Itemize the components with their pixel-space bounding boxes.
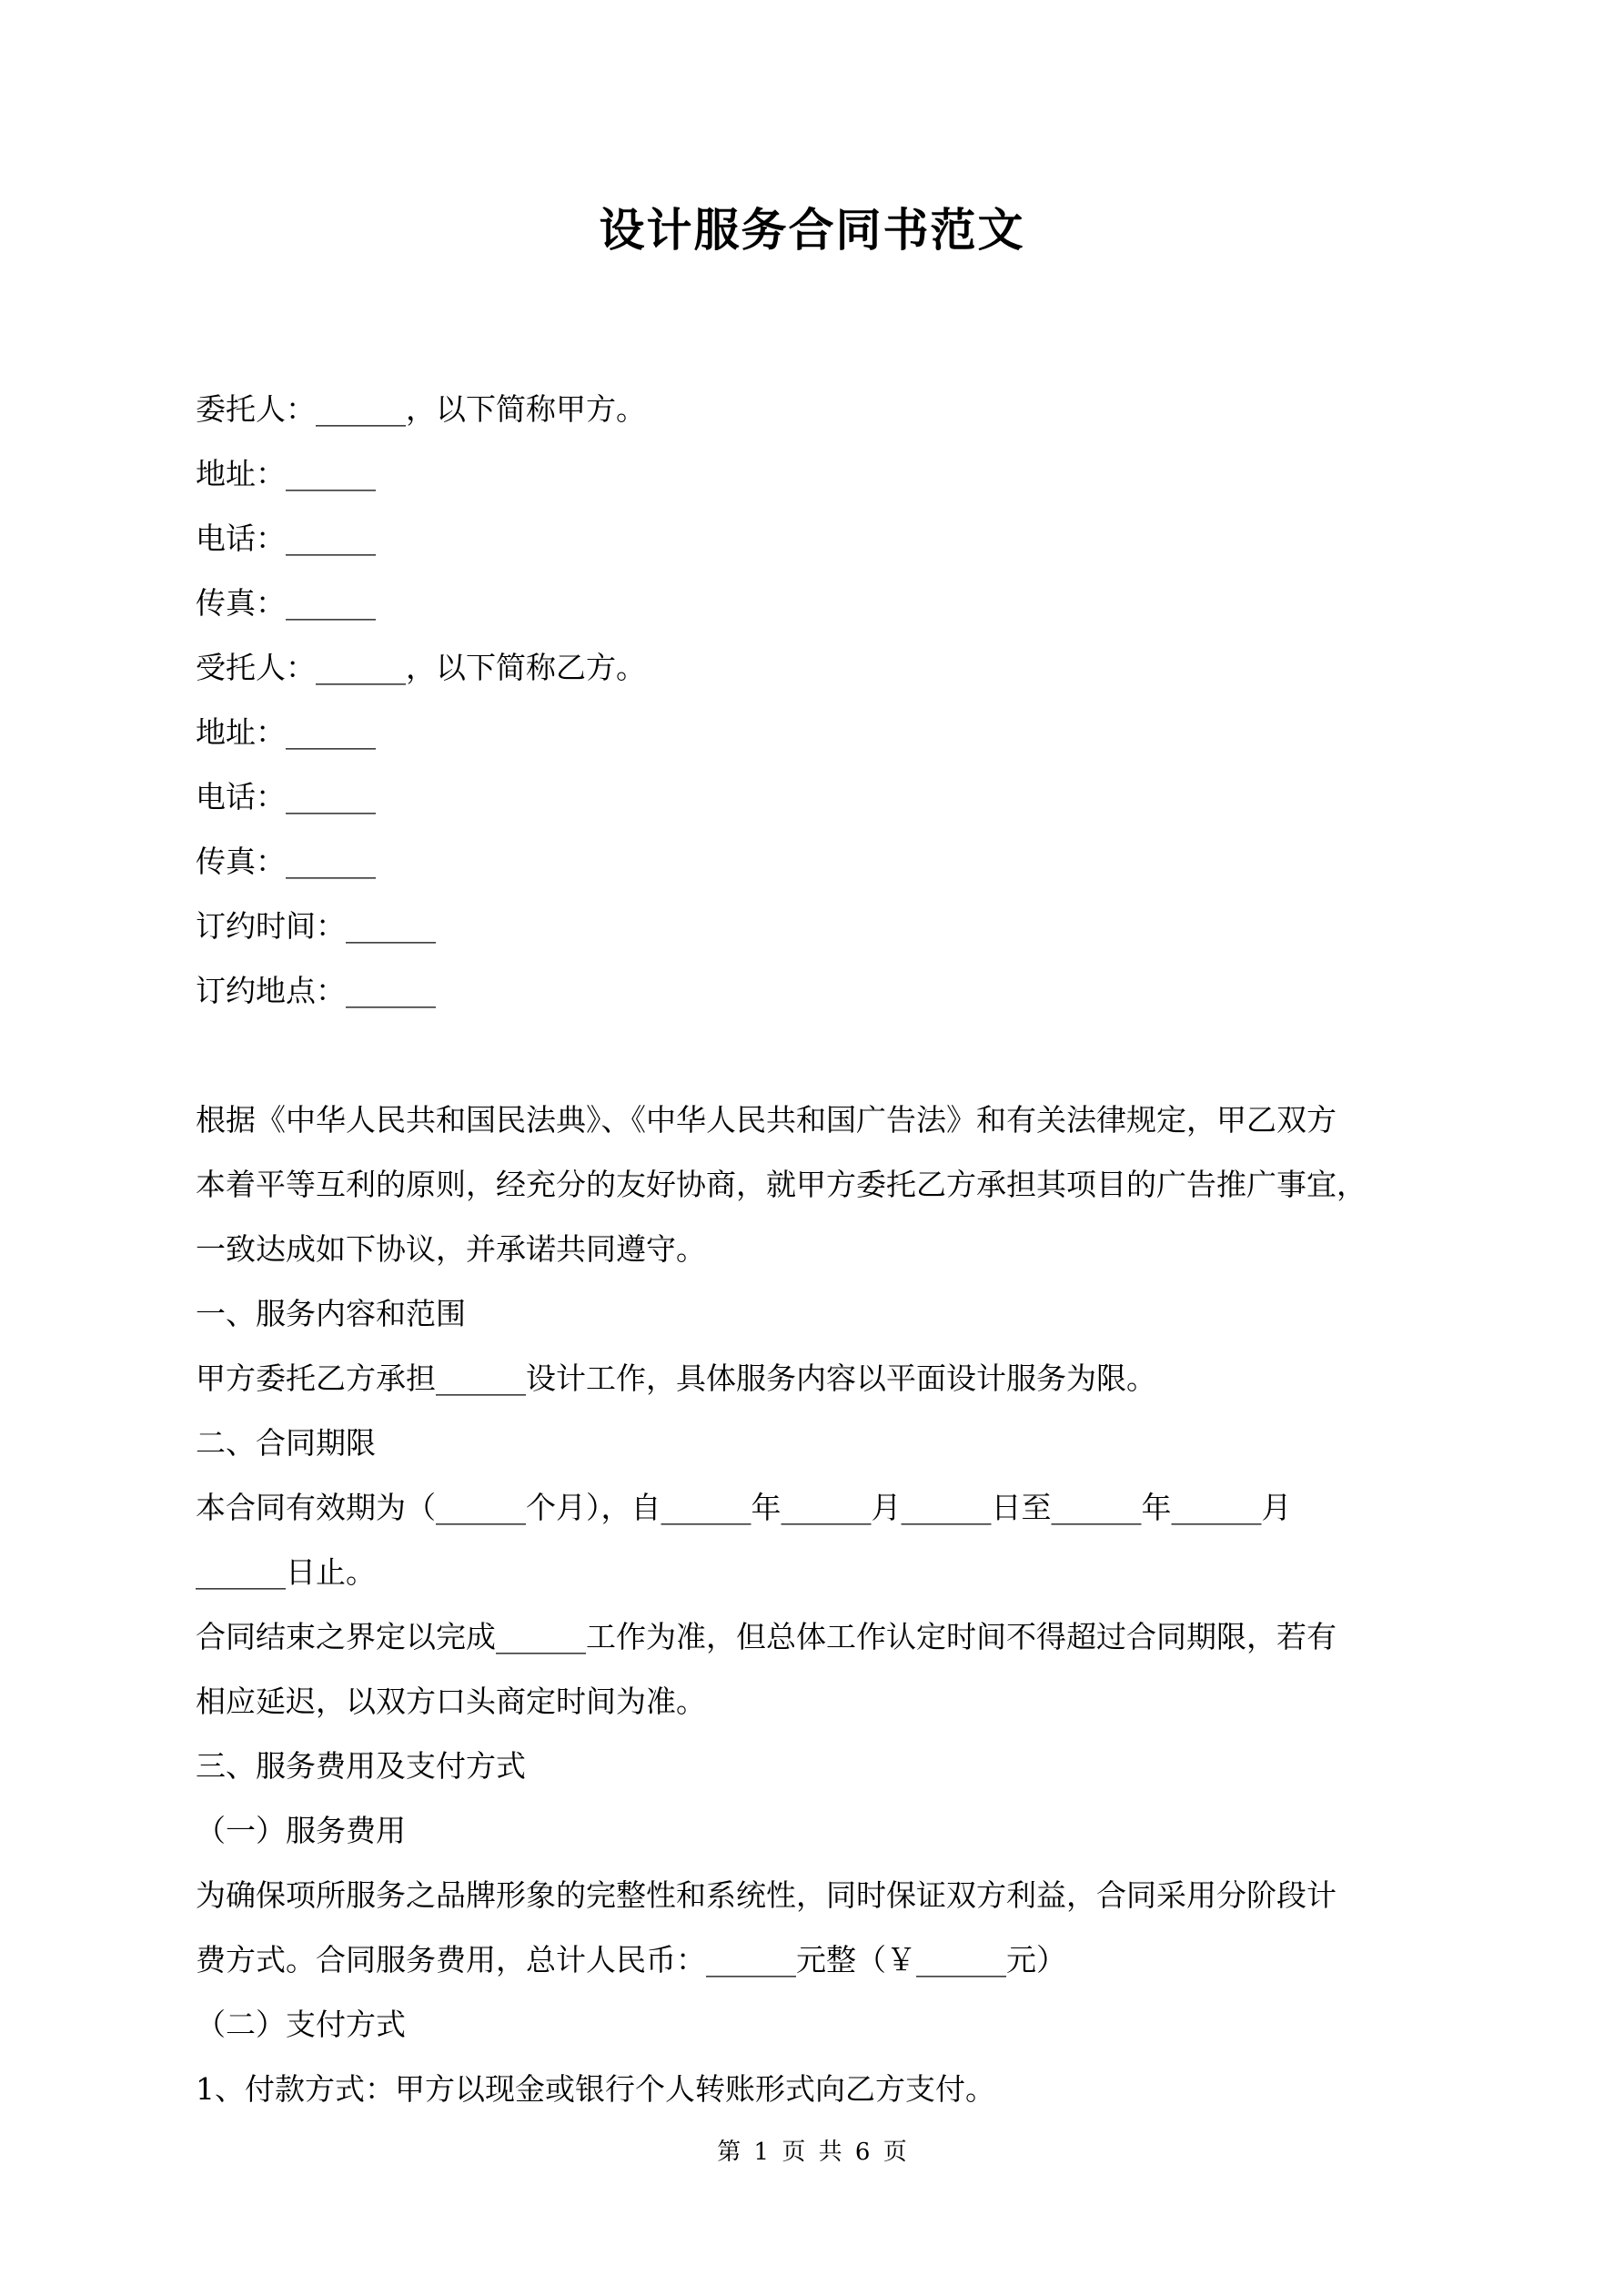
contractor-phone-line: 电话：______ <box>196 779 376 814</box>
party-info <box>196 377 1437 1023</box>
contractor-address-line: 地址：______ <box>196 714 376 750</box>
contract-place-line: 订约地点：______ <box>196 973 436 1008</box>
body-line: 一致达成如下协议，并承诺共同遵守。 <box>196 1231 706 1267</box>
body-line: 为确保项所服务之品牌形象的完整性和系统性，同时保证双方利益，合同采用分阶段计 <box>196 1877 1337 1913</box>
section-heading: 三、服务费用及支付方式 <box>196 1748 526 1784</box>
document-title: 设计服务合同书范文 <box>599 203 1025 257</box>
body-line: 本着平等互利的原则，经充分的友好协商，就甲方委托乙方承担其项目的广告推广事宜， <box>196 1167 1367 1202</box>
page-number: 第 1 页 共 6 页 <box>717 2139 907 2166</box>
contract-date-line: 订约时间：______ <box>196 908 436 944</box>
client-line: 委托人：______，以下简称甲方。 <box>196 391 646 427</box>
contractor-fax-line: 传真：______ <box>196 844 376 879</box>
section-spacer <box>196 1023 1437 1087</box>
body-line: 本合同有效期为（______个月），自______年______月______日至______年______月 <box>196 1490 1292 1525</box>
body-line: ______日止。 <box>196 1554 376 1590</box>
document-content <box>196 377 1437 2121</box>
subsection-heading: （一）服务费用 <box>196 1813 406 1848</box>
body-line: 费方式。合同服务费用，总计人民币：______元整（￥______元） <box>196 1942 1066 1977</box>
client-phone-line: 电话：______ <box>196 521 376 556</box>
body-line: 合同结束之界定以完成______工作为准，但总体工作认定时间不得超过合同期限，若有 <box>196 1619 1337 1654</box>
section-heading: 一、服务内容和范围 <box>196 1296 466 1331</box>
client-address-line: 地址：______ <box>196 456 376 491</box>
body-line: 根据《中华人民共和国民法典》、《中华人民共和国广告法》和有关法律规定，甲乙双方 <box>196 1102 1337 1138</box>
body-line: 甲方委托乙方承担______设计工作，具体服务内容以平面设计服务为限。 <box>196 1360 1156 1396</box>
body-line: 1、付款方式：甲方以现金或银行个人转账形式向乙方支付。 <box>196 2071 995 2107</box>
contractor-line: 受托人：______，以下简称乙方。 <box>196 650 646 685</box>
client-fax-line: 传真：______ <box>196 585 376 621</box>
subsection-heading: （二）支付方式 <box>196 2007 406 2042</box>
body-line: 相应延迟，以双方口头商定时间为准。 <box>196 1684 706 1719</box>
section-heading: 二、合同期限 <box>196 1425 376 1461</box>
contract-body <box>196 1087 1437 2121</box>
